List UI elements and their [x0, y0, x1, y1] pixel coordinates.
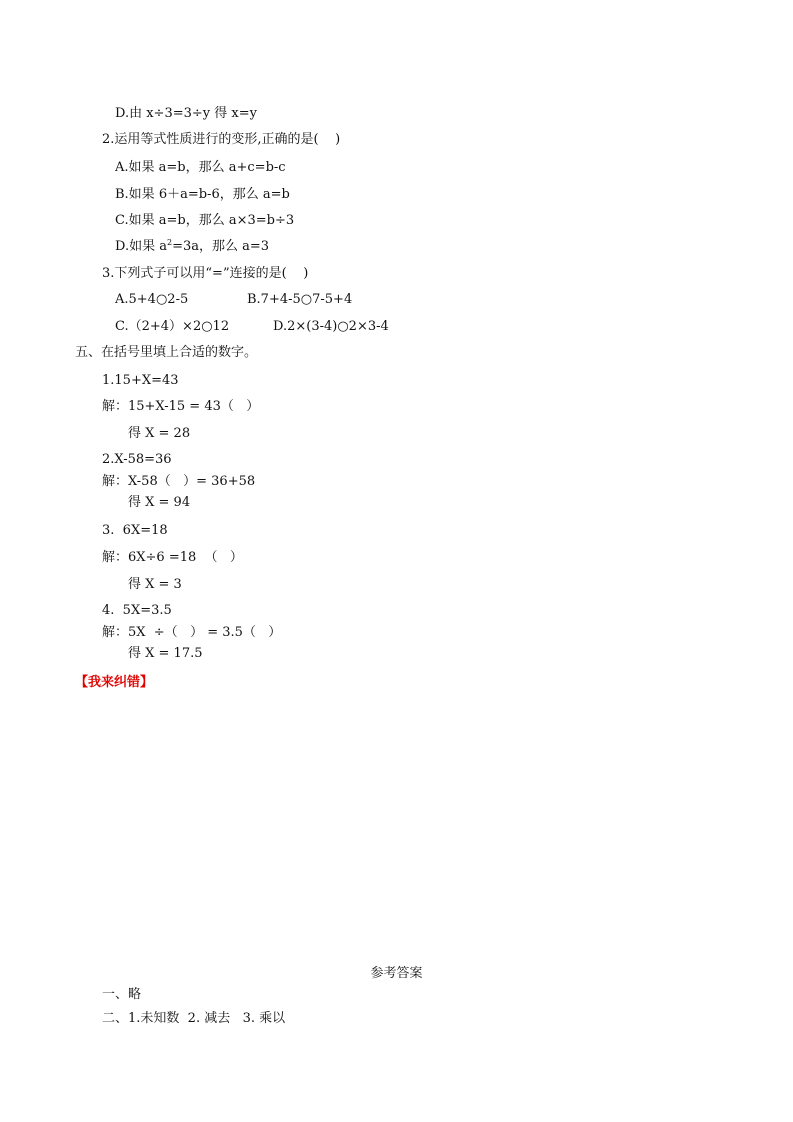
q2-option-d-prefix: D.如果 a [115, 239, 167, 254]
q3-option-a: A.5+4○2-5 [115, 292, 189, 307]
q2-option-a: A.如果 a=b，那么 a+c=b-c [115, 160, 286, 175]
problem-1-step: 解：15+X-15 = 43（ ） [102, 399, 260, 414]
problem-1-equation: 1.15+X=43 [102, 373, 179, 388]
section-five-heading: 五、在括号里填上合适的数字。 [75, 345, 258, 360]
answers-line-1: 一、略 [102, 987, 142, 1002]
q3-option-b: B.7+4-5○7-5+4 [247, 292, 353, 307]
q3-stem: 3.下列式子可以用“=”连接的是( ) [102, 266, 309, 281]
q2-option-d-suffix: =3a，那么 a=3 [172, 239, 270, 254]
answers-line-2: 二、1.未知数 2. 减去 3. 乘以 [102, 1011, 286, 1026]
q2-option-c: C.如果 a=b，那么 a×3=b÷3 [115, 213, 295, 228]
problem-4-equation: 4. 5X=3.5 [102, 603, 172, 618]
q2-option-d [115, 239, 269, 255]
q1-option-d: D.由 x÷3=3÷y 得 x=y [115, 106, 257, 121]
problem-3-step: 解：6X÷6 =18 （ ） [102, 550, 243, 565]
q2-stem: 2.运用等式性质进行的变形,正确的是( ) [102, 132, 341, 147]
correction-heading: 【我来纠错】 [75, 675, 154, 690]
problem-3-equation: 3. 6X=18 [102, 523, 168, 538]
q3-option-c: C.（2+4）×2○12 [115, 319, 230, 334]
problem-3-result: 得 X = 3 [128, 577, 182, 592]
answers-title: 参考答案 [370, 966, 423, 981]
problem-4-step: 解：5X ÷（ ） = 3.5（ ） [102, 625, 282, 640]
q2-option-d-superscript: 2 [166, 238, 173, 247]
problem-2-step: 解：X-58（ ）= 36+58 [102, 474, 256, 489]
problem-4-result: 得 X = 17.5 [128, 646, 203, 661]
problem-2-equation: 2.X-58=36 [102, 452, 172, 467]
q3-option-d: D.2×(3-4)○2×3-4 [273, 319, 389, 334]
q2-option-b: B.如果 6＋a=b-6，那么 a=b [115, 187, 290, 202]
problem-2-result: 得 X = 94 [128, 495, 191, 510]
problem-1-result: 得 X = 28 [128, 426, 191, 441]
